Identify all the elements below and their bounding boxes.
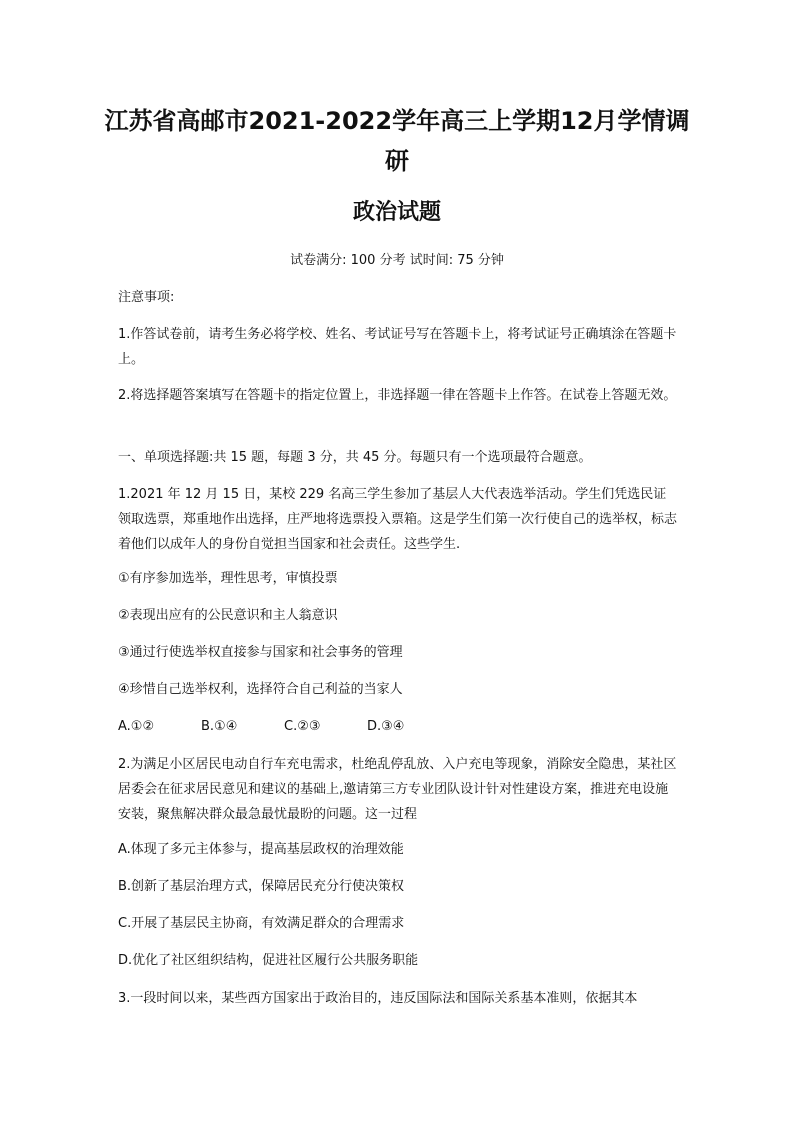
q2-option-c: C.开展了基层民主协商，有效满足群众的合理需求 xyxy=(118,916,405,931)
question-1-stem: 1.2021 年 12 月 15 日，某校 229 名高三学生参加了基层人大代表选举活动。学生们凭选民证领取选票，郑重地作出选择，庄严地将选票投入票箱。这是学生们第一次行使自己的选举权，标志着他们以成年人的身份自觉担当国家和社会责任。这些学生. xyxy=(118,487,678,552)
notes-heading: 注意事项: xyxy=(118,290,175,305)
note-item-1: 1.作答试卷前，请考生务必将学校、姓名、考试证号写在答题卡上，将考试证号正确填涂在答题卡上。 xyxy=(118,327,677,367)
q1-option-d: D.③④ xyxy=(367,719,405,734)
section-heading: 一、单项选择题:共 15 题，每题 3 分，共 45 分。每题只有一个选项最符合题意。 xyxy=(118,450,592,465)
question-2-stem: 2.为满足小区居民电动自行车充电需求，杜绝乱停乱放、入户充电等现象，消除安全隐患，某社区居委会在征求居民意见和建议的基础上,邀请第三方专业团队设计针对性建设方案，推进充电设施安装，聚焦解决群众最急最忧最盼的问题。这一过程 xyxy=(118,757,677,822)
q1-option-a: A.①② xyxy=(118,719,155,734)
note-item-2: 2.将选择题答案填写在答题卡的指定位置上，非选择题一律在答题卡上作答。在试卷上答题无效。 xyxy=(118,388,677,403)
document-subtitle: 政治试题 xyxy=(352,200,441,225)
q1-option-c: C.②③ xyxy=(284,719,321,734)
exam-info: 试卷满分: 100 分考 试时间: 75 分钟 xyxy=(290,253,504,268)
q1-option-b: B.①④ xyxy=(201,719,238,734)
q1-statement-2: ②表现出应有的公民意识和主人翁意识 xyxy=(118,608,338,623)
document-title: 江苏省高邮市2021-2022学年高三上学期12月学情调研 xyxy=(104,107,690,175)
q2-option-d: D.优化了社区组织结构，促进社区履行公共服务职能 xyxy=(118,953,419,968)
q2-option-a: A.体现了多元主体参与，提高基层政权的治理效能 xyxy=(118,842,404,857)
q1-statement-3: ③通过行使选举权直接参与国家和社会事务的管理 xyxy=(118,645,403,660)
q1-statement-4: ④珍惜自己选举权利，选择符合自己利益的当家人 xyxy=(118,682,403,697)
question-3-stem: 3.一段时间以来，某些西方国家出于政治目的，违反国际法和国际关系基本准则，依据其本 xyxy=(118,991,638,1006)
q2-option-b: B.创新了基层治理方式，保障居民充分行使决策权 xyxy=(118,879,405,894)
q1-options xyxy=(118,714,450,739)
q1-statement-1: ①有序参加选举，理性思考，审慎投票 xyxy=(118,571,338,586)
